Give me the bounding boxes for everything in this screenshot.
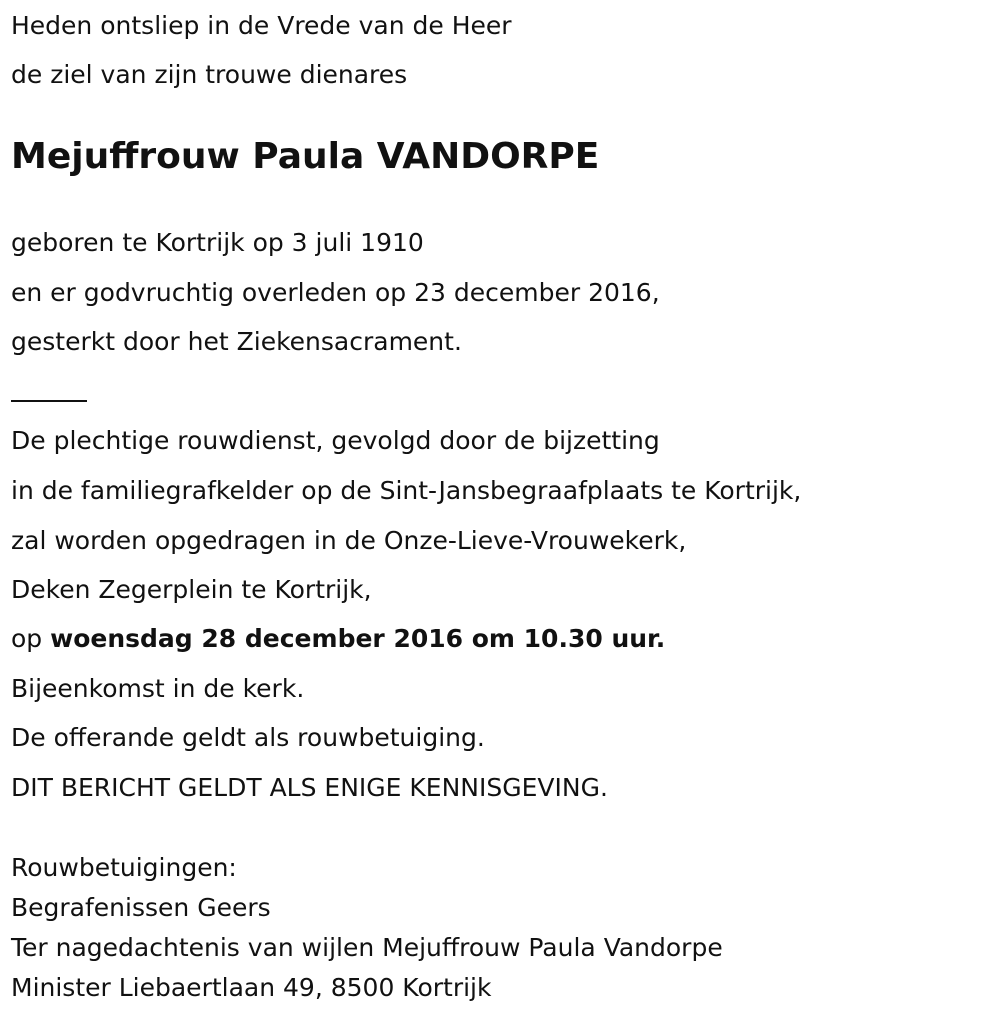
death-line: en er godvruchtig overleden op 23 december 2016, [11,278,660,307]
offering-line: De offerande geldt als rouwbetuiging. [11,723,485,752]
deceased-name: Mejuffrouw Paula VANDORPE [11,136,600,177]
service-line-1: De plechtige rouwdienst, gevolgd door de bijzetting [11,426,660,455]
separator-rule [11,400,87,402]
service-line-4: Deken Zegerplein te Kortrijk, [11,575,372,604]
condolences-company: Begrafenissen Geers [11,893,271,922]
sacrament-line: gesterkt door het Ziekensacrament. [11,327,462,356]
service-date: woensdag 28 december 2016 om 10.30 uur. [50,624,666,653]
service-date-prefix: op [11,624,51,653]
intro-line-1: Heden ontsliep in de Vrede van de Heer [11,11,512,40]
notice-line: DIT BERICHT GELDT ALS ENIGE KENNISGEVING. [11,773,608,802]
birth-line: geboren te Kortrijk op 3 juli 1910 [11,228,424,257]
intro-line-2: de ziel van zijn trouwe dienares [11,60,408,89]
condolences-memory: Ter nagedachtenis van wijlen Mejuffrouw Paula Vandorpe [11,933,723,962]
service-line-3: zal worden opgedragen in de Onze-Lieve-Vrouwekerk, [11,526,687,555]
service-date-line [11,624,665,654]
condolences-heading: Rouwbetuigingen: [11,853,237,882]
service-line-2: in de familiegrafkelder op de Sint-Jansbegraafplaats te Kortrijk, [11,476,802,505]
condolences-address: Minister Liebaertlaan 49, 8500 Kortrijk [11,973,492,1002]
gathering-line: Bijeenkomst in de kerk. [11,674,305,703]
